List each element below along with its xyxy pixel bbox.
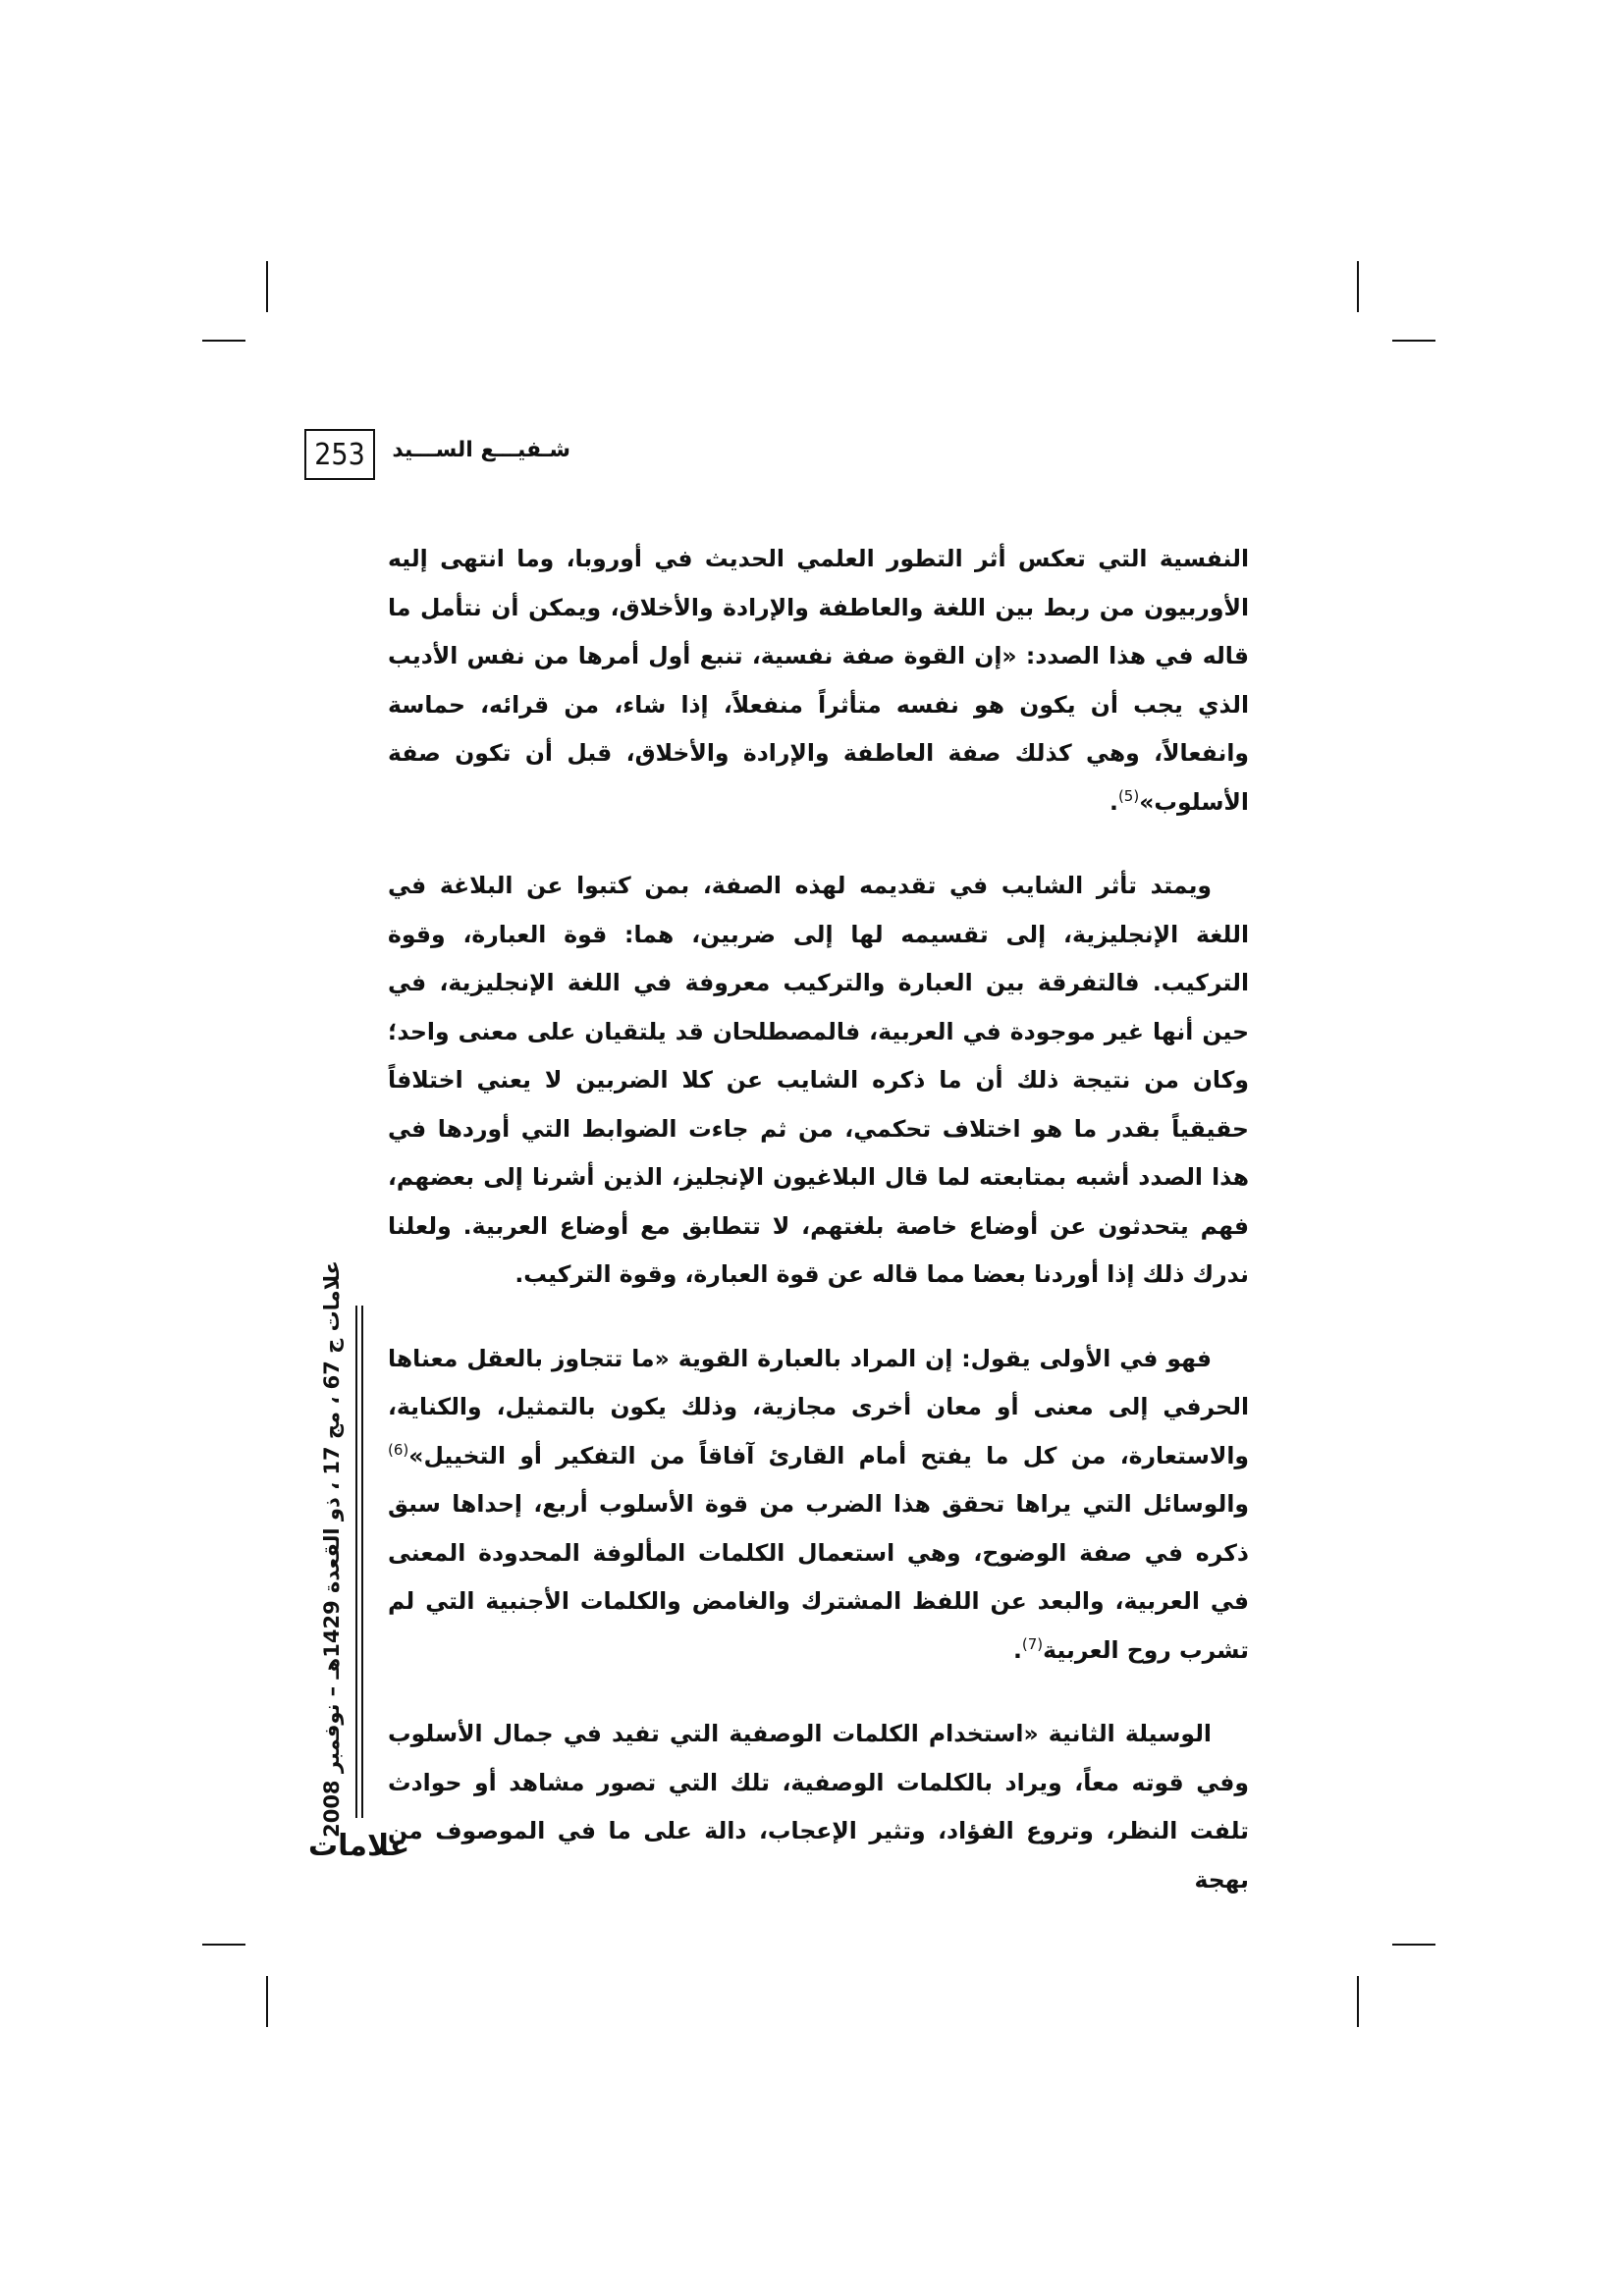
journal-sidebar (312, 1260, 352, 1838)
article-body (388, 535, 1249, 1904)
paragraph-1: النفسية التي تعكس أثر التطور العلمي الحديث في أوروبا، وما انتهى إليه الأوربيون من ربط بين اللغة والعاطفة والإرادة والأخلاق، ويمكن أن نتأمل ما قاله في هذا الصدد: «إن القوة صفة نفسية، تنبع أول أمرها من نفس الأديب الذي يجب أن يكون هو نفسه متأثراً منفعلاً، إذا شاء، من قرائه، حماسة وانفعالاً، وهي كذلك صفة العاطفة والإرادة والأخلاق، قبل أن تكون صفة الأسلوب»$^{(5)}$. (388, 545, 1249, 816)
running-header-author: شـفيـــع الســـيد (392, 438, 570, 462)
paragraph-4: الوسيلة الثانية «استخدام الكلمات الوصفية التي تفيد في جمال الأسلوب وفي قوته معاً، ويراد بالكلمات الوصفية، تلك التي تصور مشاهد أو حوادث تلفت النظر، وتروع الفؤاد، وتثير الإعجاب، دالة على ما في الموصوف من بهجة (388, 1720, 1249, 1894)
crop-mark-top-left-h (202, 340, 245, 342)
crop-mark-bottom-left-h (202, 1944, 245, 1946)
crop-mark-top-left (266, 261, 268, 312)
journal-logo: علامات (308, 1829, 410, 1863)
paragraph-2: ويمتد تأثر الشايب في تقديمه لهذه الصفة، بمن كتبوا عن البلاغة في اللغة الإنجليزية، إلى تقسيمه لها إلى ضربين، هما: قوة العبارة، وقوة التركيب. فالتفرقة بين العبارة والتركيب معروفة في اللغة الإنجليزية، في حين أنها غير موجودة في العربية، فالمصطلحان قد يلتقيان على معنى واحد؛ وكان من نتيجة ذلك أن ما ذكره الشايب عن كلا الضربين لا يعني اختلافاً حقيقياً بقدر ما هو اختلاف تحكمي، من ثم جاءت الضوابط التي أوردها في هذا الصدد أشبه بمتابعته لما قال البلاغيون الإنجليز، الذين أشرنا إلى بعضهم، فهم يتحدثون عن أوضاع خاصة بلغتهم، لا تتطابق مع أوضاع العربية. ولعلنا ندرك ذلك إذا أوردنا بعضا مما قاله عن قوة العبارة، وقوة التركيب. (388, 872, 1249, 1288)
crop-mark-top-right-h (1392, 340, 1435, 342)
crop-mark-bottom-left (266, 1976, 268, 2027)
crop-mark-top-right (1357, 261, 1359, 312)
footnote-ref-7[interactable]: (7) (1021, 1634, 1044, 1653)
sidebar-rule-2 (361, 1306, 363, 1818)
paragraph-3: فهو في الأولى يقول: إن المراد بالعبارة القوية «ما تتجاوز بالعقل معناها الحرفي إلى معنى أو معان أخرى مجازية، وذلك يكون بالتمثيل، والكناية، والاستعارة، من كل ما يفتح أمام القارئ آفاقاً من التفكير أو التخييل»$^{(6)}$ والوسائل التي يراها تحقق هذا الضرب من قوة الأسلوب أربع، إحداها سبق ذكره في صفة الوضوح، وهي استعمال الكلمات المألوفة المحدودة المعنى في العربية، والبعد عن اللفظ المشترك والغامض والكلمات الأجنبية التي لم تشرب روح العربية$^{(7)}$. (388, 1344, 1249, 1664)
crop-mark-bottom-right-h (1392, 1944, 1435, 1946)
sidebar-rule-1 (355, 1306, 357, 1818)
footnote-ref-6[interactable]: (6) (388, 1440, 409, 1459)
journal-issue-info: علامات ج 67 ، مج 17 ، ذو القعدة 1429هـ – نوفمبر 2008 (320, 1260, 344, 1838)
footnote-ref-5[interactable]: (5) (1117, 786, 1140, 805)
crop-mark-bottom-right (1357, 1976, 1359, 2027)
page-number: 253 (304, 429, 375, 480)
